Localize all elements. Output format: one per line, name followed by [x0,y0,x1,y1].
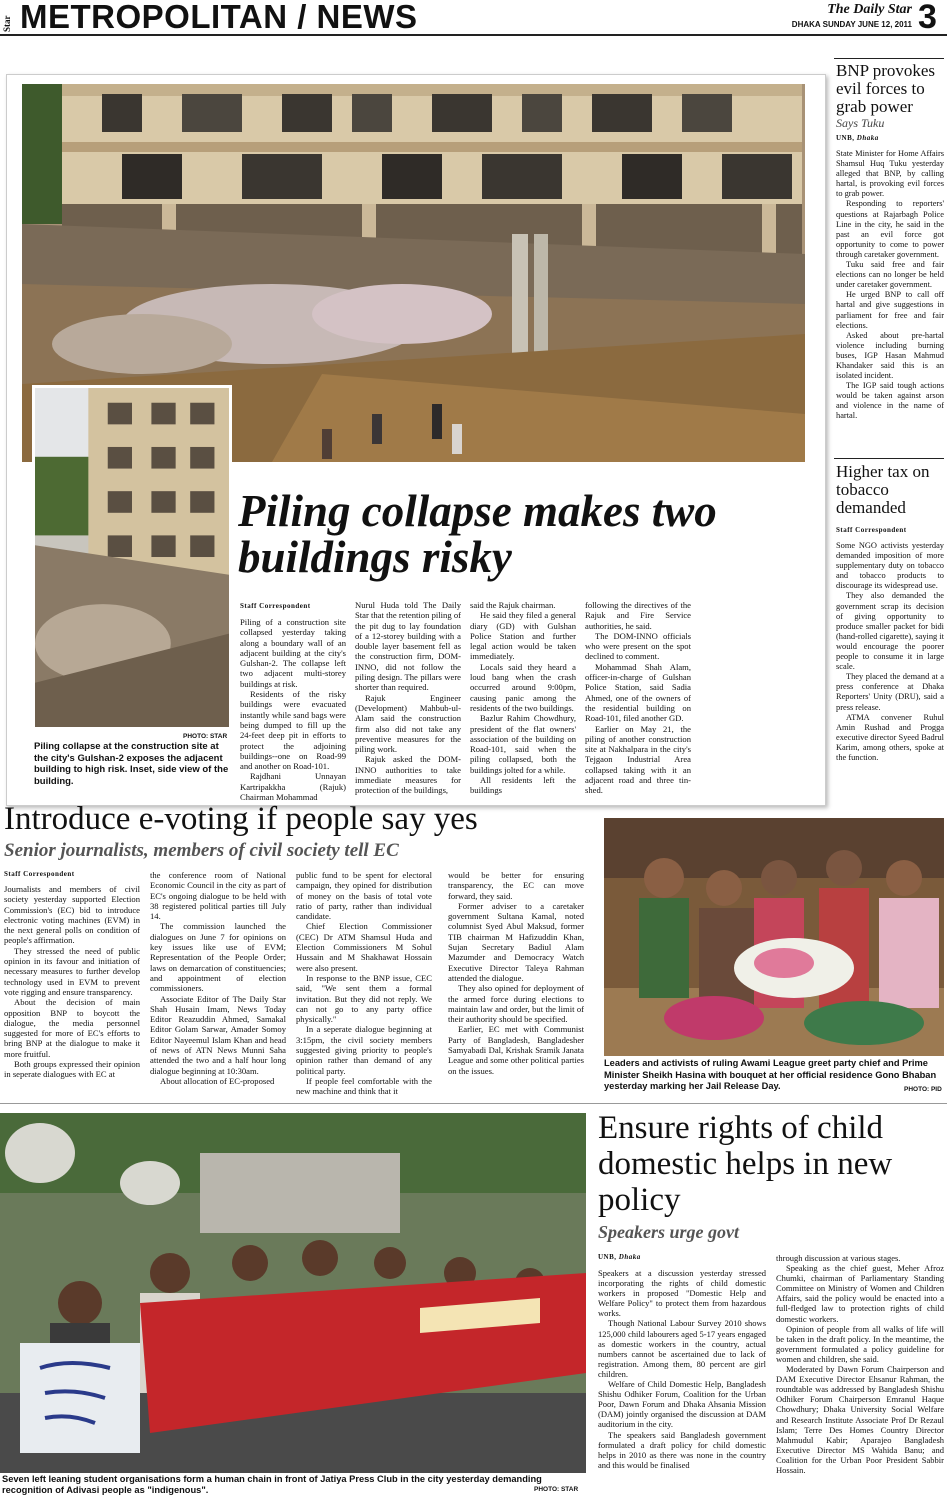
lead-column-2 [355,600,461,796]
inset-building-photo [32,385,232,730]
side-story-1-headline: BNP provokes evil forces to grab power [836,61,936,116]
side2-para: They placed the demand at a press conference at Dhaka Reporters' Unity (DRU), said a press release. [836,672,944,712]
evoting-col3-para: If people feel comfortable with the new machine and think that it [296,1075,432,1097]
evoting-subhead: Senior journalists, members of civil society tell EC [4,840,399,861]
lead-col2-para: Rajuk Engineer (Development) Mahbub-ul-Alam said the construction firm also did not take any preventive measures for the piling work. [355,692,461,755]
lead-col4-para: The DOM-INNO officials who were present on the spot declined to comment. [585,630,691,662]
evoting-col2-para: About allocation of EC-proposed [160,1075,275,1086]
lead-col2-para: Nurul Huda told The Daily Star that the retention piling of the pit dug to lay foundation of a 12-storey building with a double layer basement fell as the construction firm, DOM-INNO, did not follow the piling design. The pillars were shorter than required. [355,600,461,693]
child-col1-para: Speakers at a discussion yesterday stressed incorporating the rights of child domestic workers in proposed "Domestic Help and Welfare Policy" to protect them from hazardous works. [598,1268,766,1319]
evoting-col3-para: In response to the BNP issue, CEC said, "We sent them a formal invitation. But they did not reply. We can not go to any party office physically." [296,972,432,1025]
evoting-headline: Introduce e-voting if people say yes [4,801,478,837]
evoting-col1-para: About the decision of main opposition BNP to boycott the dialogue, the media personnel suggested for more of EC's efforts to bring BNP at the dialogue to make it more fruitful. [4,997,140,1059]
child-col1-para: Though National Labour Survey 2010 shows 125,000 child labourers aged 5-17 years engaged as domestic workers in the country, actual numbers cannot be ascertained due to lack of registration. Among them, 80 percent are girl children. [598,1318,766,1379]
evoting-col4-para: Earlier, EC met with Communist Party of Bangladesh, Bangladesher Samyabadi Dal, Krishak Sramik Janata League and some other political parties on the issues. [448,1024,584,1076]
child-col2-para: Opinion of people from all walks of life will be taken in the draft policy. In the meantime, the government formulated a policy guideline for women and children, she said. [776,1323,944,1364]
byline-place: Dhaka [856,134,879,142]
side-story-2-headline: Higher tax on tobacco demanded [836,462,930,517]
lead-col4-para: Mohammad Shah Alam, officer-in-charge of Gulshan Police Station, said Sadia Ahmed, one of the owners of the residential building on Road-101, filed another GD. [585,661,691,724]
child-col1-para: Welfare of Child Domestic Help, Bangladesh Shishu Odhiker Forum, Coalition for the Urban Poor, Dawn Forum and Dhaka Ahsania Mission (DAM) jointly organised the discussion at DAM auditorium in the city. [598,1379,766,1430]
evoting-col1-para: They stressed the need of public opinion in its favour and initiation of necessary measures to further develop technology used in EVM to prevent vote rigging and ensure transparency. [4,945,140,997]
evoting-col4-para: Former adviser to a caretaker government Sultana Kamal, noted columnist Syed Abul Maksud, former TIB chairman M Hafizuddin Khan, Sujan Secretary Badiul Alam Mazumder and Democracy Watch Executive Director Taleya Rahman attended the dialogue. [448,900,584,983]
evoting-col4-para: They also opined for deployment of the armed force during elections to maintain law and order, but the limit of their authority should be specified. [448,983,584,1025]
evoting-column-2 [150,870,286,1086]
star-masthead-mark: Star [2,15,12,32]
bouquet-photo [604,818,944,1056]
evoting-col2-para: Associate Editor of The Daily Star Shah Husain Imam, News Today Editor Reazuddin Ahmed, Samakal Editor Golam Sarwar, Amader Somoy Editor Nayeemul Islam Khan and head of news of ATN News Munni Saha attended the two and a half hour long dialogue beginning at 10:30am. [150,993,286,1076]
lead-col3-para: All residents left the buildings [470,775,576,796]
side1-para: Responding to reporters' questions at Rajarbagh Police Line in the city, he said in the past an evil force got opportunity to come to power through caretaker government. [836,199,944,259]
evoting-column-1 [4,884,140,1080]
side-story-2-body [836,541,944,763]
lead-col2-para: Rajuk asked the DOM-INNO authorities to take immediate measures for protection of the buildings, [355,754,461,796]
inset-building-image [35,388,229,727]
side2-para: Some NGO activists yesterday demanded imposition of more supplementary duty on tobacco and tobacco products to discourage its widespread use. [836,541,944,591]
evoting-col3-para: In a seperate dialogue beginning at 3:15pm, the civil society members suggested giving priority to people's opinion rather than demand of any political party. [296,1024,432,1076]
byline-place: Dhaka [618,1253,641,1261]
lead-col3-para: Locals said they heard a loud bang when the crash occurred around 9:00pm, causing panic among the residents of the two buildings. [470,661,576,713]
lead-col1-para: Residents of the risky buildings were evacuated instantly while sand bags were being dumped to fill up the 24-feet deep pit in efforts to protect the adjoining buildings--one on Road-99 and another on Road-101. [240,689,346,772]
evoting-column-3 [296,870,432,1097]
lead-col4-para: following the directives of the Rajuk and Fire Service authorities, he said. [585,600,691,631]
side2-para: They also demanded the government scrap its decision of giving opportunity to produce smaller packet for bidi (hand-rolled cigarette), saying it would encourage the poorer people to consume it in large scale. [836,591,944,672]
bouquet-photo-credit: PHOTO: PID [904,1086,942,1093]
paper-name: The Daily Star [827,2,912,17]
evoting-col3-para: Chief Election Commissioner (CEC) Dr ATM Shamsul Huda and Election Commissioners M Sohul Hussain and M Shakhawat Hossain were also present. [296,921,432,973]
side2-para: ATMA convener Ruhul Amin Rushad and Progga executive director Syeed Badrul Karim, among others, spoke at the function. [836,712,944,762]
evoting-col4-para: would be better for ensuring transparency, the EC can move forward, they said. [448,870,584,901]
side1-para: The IGP said tough actions would be taken against arson and violence in the name of hartal. [836,381,944,421]
bouquet-image [604,818,944,1056]
child-domestic-column-2 [776,1253,944,1475]
lead-col3-para: Bazlur Rahim Chowdhury, president of the flat owners' association of the building on Road-101, said when the piling collapsed, both the buildings jolted for a while. [470,713,576,775]
side-story-1-subhead: Says Tuku [836,116,885,130]
child-col1-para: The speakers said Bangladesh government formulated a draft policy for child domestic helps in 2010 as there was none in the country and this would be finalised [598,1429,766,1470]
sidebar-mid-rule [834,458,944,459]
human-chain-photo [0,1113,586,1473]
lead-column-4 [585,600,691,796]
lead-col3-para: He said they filed a general diary (GD) with Gulshan Police Station and further legal action would be taken immediately. [470,610,576,662]
section-divider [0,1103,947,1104]
human-chain-credit: PHOTO: STAR [534,1486,579,1493]
sidebar-top-rule [834,58,944,59]
child-col2-para: Moderated by Dawn Forum Chairperson and DAM Executive Director Ehsanur Rahman, the roundtable was addressed by Bangladesh Shishu Odhiker Forum Chairperson Emranul Haque Chowdhury; Dhaka University Social Welfare and Research Institute Associate Prof Dr Rezaul Islam; Terre Des Homes Country Director Mahmudul Kabir; Aparajeo Bangladesh Executive Director MS Wahida Banu; and Coalition for the Urban Poor President Sabbir Hossain. [776,1364,944,1475]
byline-agency: UNB [598,1253,615,1261]
side1-para: State Minister for Home Affairs Shamsul Huq Tuku yesterday alleged that BNP, by calling hartal, is provoking evil forces to grab power. [836,149,944,199]
bouquet-photo-caption: Leaders and activists of ruling Awami League greet party chief and Prime Minister Sheikh Hasina with bouquet at her official residence Gono Bhaban yesterday marking her Jail Release Day. [604,1058,937,1091]
evoting-byline: Staff Correspondent [4,870,75,878]
lead-col1-para: Rajdhani Unnayan Kartripakkha (Rajuk) Chairman Mohammad [240,771,346,803]
child-domestic-byline: UNB, Dhaka [598,1253,641,1261]
lead-col3-para: said the Rajuk chairman. [470,600,556,610]
side1-para: Asked about pre-hartal violence including burning buses, IGP Hasan Mahmud Khandaker said this is an isolated incident. [836,330,944,381]
lead-col1-para: Piling of a construction site collapsed yesterday taking along a boundary wall of an adjacent building at the city's Gulshan-2. The collapse left two adjacent multi-storey buildings at risk. [240,617,346,689]
evoting-col2-para: The commission launched the dialogues on June 7 for opinions on key issues like use of EVM; Representation of the People Order; laws on demarcation of constituencies; and appointment of election commissioners. [150,921,286,994]
evoting-col3-para: public fund to be spent for electoral campaign, they opined for distribution of money on the basis of total vote ratio of party, rather than individual candidate. [296,870,432,922]
side-story-1-byline: UNB, Dhaka [836,134,879,142]
human-chain-caption: Seven left leaning student organisations form a human chain in front of Jatiya Press Club in the city yesterday demanding recognition of Adivasi people as "indigenous". [2,1474,542,1495]
lead-headline: Piling collapse makes two buildings risky [238,486,717,582]
lead-byline: Staff Correspondent [240,602,311,610]
child-domestic-headline: Ensure rights of child domestic helps in new policy [598,1110,893,1218]
side1-para: He urged BNP to call off hartal and give suggestions in parliament for free and fair elections. [836,290,944,330]
human-chain-image [0,1113,586,1473]
child-col2-para: Speaking as the chief guest, Meher Afroz Chumki, chairman of Parliamentary Standing Committee on Ministry of Women and Children Affairs, said the policy would be enacted into a full-fledged law to protection rights of child domestic workers. [776,1263,944,1324]
lead-photo-credit: PHOTO: STAR [183,733,228,740]
side-story-2-byline: Staff Correspondent [836,526,907,534]
evoting-col1-para: Journalists and members of civil society yesterday supported Election Commission's (EC) bid to introduce electronic voting machines (EVM) in the next general polls on condition of people's affirmation. [4,884,140,946]
side-story-1-body [836,149,944,422]
section-title: METROPOLITAN / NEWS [20,0,418,35]
child-domestic-subhead: Speakers urge govt [598,1222,739,1242]
evoting-column-4 [448,870,584,1076]
dateline: DHAKA SUNDAY JUNE 12, 2011 [791,20,912,29]
evoting-col2-para: the conference room of National Economic Council in the city as part of EC's ongoing dialogue to be held with 38 registered political parties till July 14. [150,870,286,922]
lead-column-3 [470,600,576,796]
side1-para: Tuku said free and fair elections can no longer be held under caretaker government. [836,260,944,290]
byline-agency: UNB [836,134,853,142]
lead-col4-para: Earlier on May 21, the piling of another construction site at Nakhalpara in the city's Tejgaon Industrial Area collapsed taking with it an adjacent road and three tin-shed. [585,723,691,796]
page-number: 3 [918,0,937,36]
lead-photo-caption: Piling collapse at the construction site at the city's Gulshan-2 exposes the adjacent building to high risk. Inset, side view of the building. [34,741,229,787]
evoting-col1-para: Both groups expressed their opinion in seperate dialogues with EC at [4,1059,140,1080]
lead-column-1 [240,617,346,802]
child-domestic-column-1 [598,1268,766,1470]
child-col2-para: through discussion at various stages. [776,1253,901,1263]
